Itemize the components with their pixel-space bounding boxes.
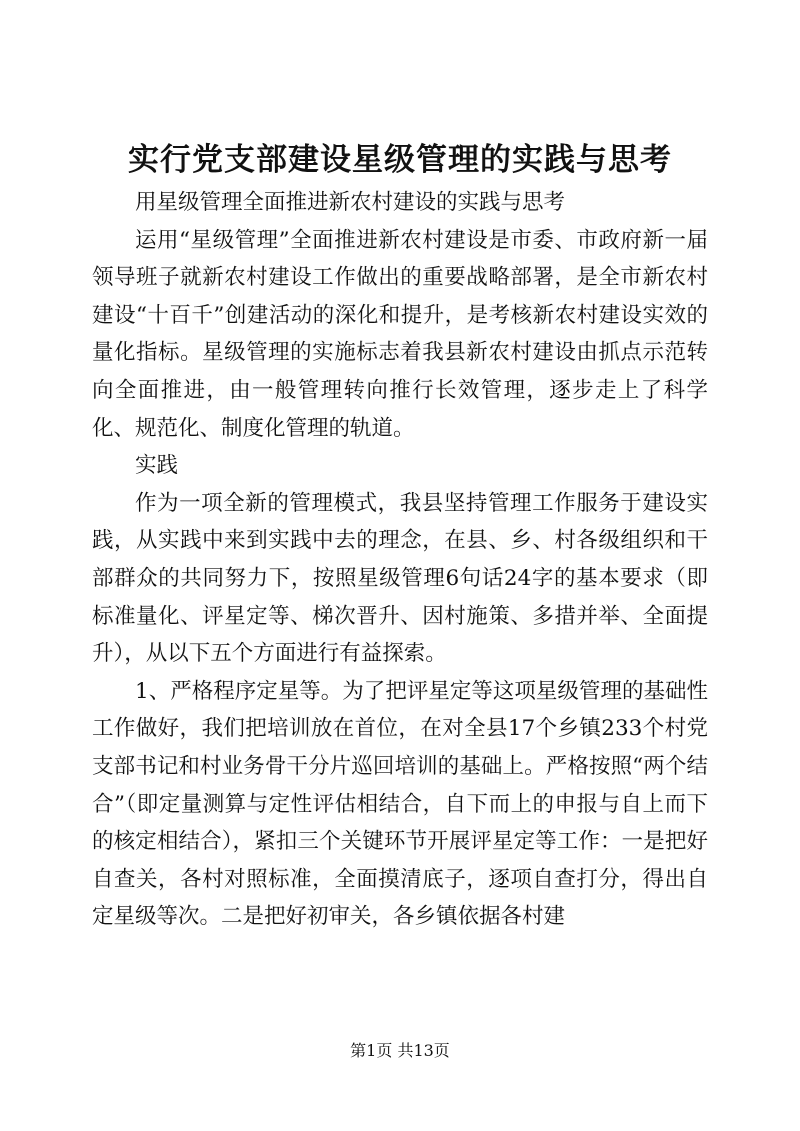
practice-paragraph: 作为一项全新的管理模式，我县坚持管理工作服务于建设实践，从实践中来到实践中去的理念，在县、乡、村各级组织和干部群众的共同努力下，按照星级管理6句话24字的基本要求（即标准量化、评星定等、梯次晋升、因村施策、多措并举、全面提升），从以下五个方面进行有益探索。 xyxy=(92,490,708,667)
document-title: 实行党支部建设星级管理的实践与思考 xyxy=(128,142,672,178)
subtitle-paragraph: 用星级管理全面推进新农村建设的实践与思考 xyxy=(135,190,566,215)
point-one-paragraph: 1、严格程序定星等。为了把评星定等这项星级管理的基础性工作做好，我们把培训放在首位，在对全县17个乡镇233个村党支部书记和村业务骨干分片巡回培训的基础上。严格按照“两个结合”（即定量测算与定性评估相结合，自下而上的申报与自上而下的核定相结合），紧扣三个关键环节开展评星定等工作：一是把好自查关，各村对照标准，全面摸清底子，逐项自查打分，得出自定星级等次。二是把好初审关，各乡镇依据各村建 xyxy=(92,678,708,930)
document-body xyxy=(92,184,708,936)
section-heading-practice: 实践 xyxy=(135,453,179,479)
page-footer: 第1页 共13页 xyxy=(350,1041,450,1060)
intro-paragraph: 运用“星级管理”全面推进新农村建设是市委、市政府新一届领导班子就新农村建设工作做出的重要战略部署，是全市新农村建设“十百千”创建活动的深化和提升，是考核新农村建设实效的量化指标。星级管理的实施标志着我县新农村建设由抓点示范转向全面推进，由一般管理转向推行长效管理，逐步走上了科学化、规范化、制度化管理的轨道。 xyxy=(92,227,708,441)
